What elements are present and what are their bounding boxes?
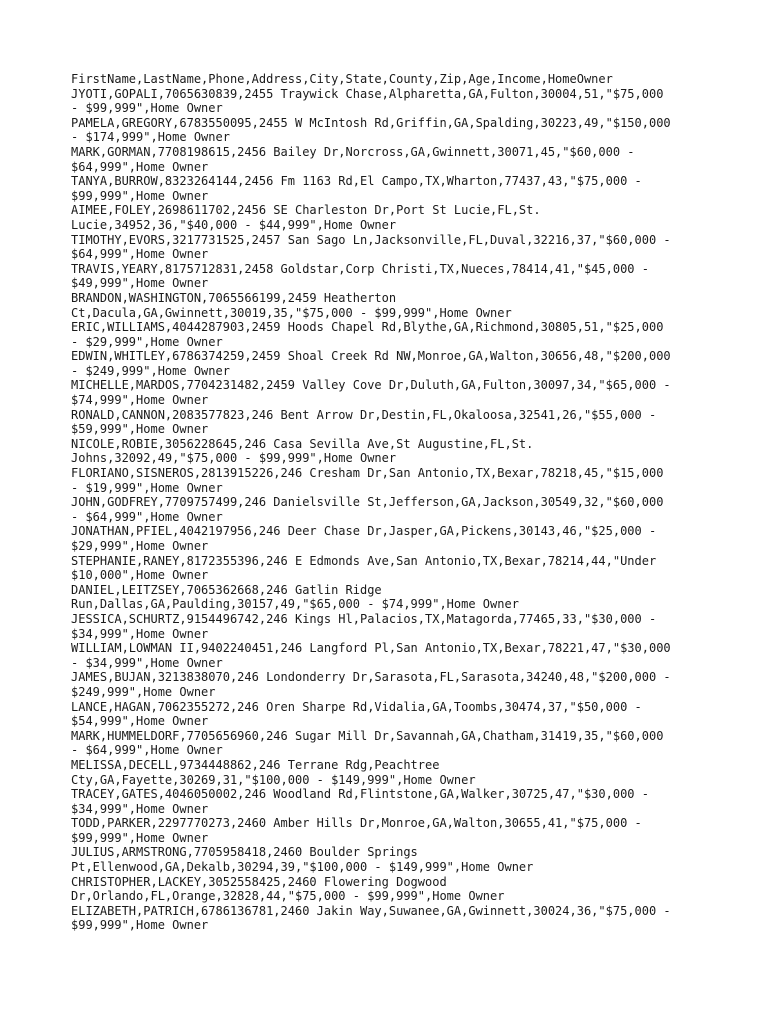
csv-record-line: JYOTI,GOPALI,7065630839,2455 Traywick Chase,Alpharetta,GA,Fulton,30004,51,"$75,000 [71, 86, 664, 101]
csv-record-line: NICOLE,ROBIE,3056228645,246 Casa Sevilla Ave,St Augustine,FL,St. [71, 436, 534, 451]
csv-record-line: TIMOTHY,EVORS,3217731525,2457 San Sago Ln,Jacksonville,FL,Duval,32216,37,"$60,000 - [71, 232, 671, 247]
csv-record-line: PAMELA,GREGORY,6783550095,2455 W McIntosh Rd,Griffin,GA,Spalding,30223,49,"$150,000 [71, 115, 671, 130]
csv-record-line: $99,999",Home Owner [71, 188, 209, 203]
csv-record-line: MICHELLE,MARDOS,7704231482,2459 Valley Cove Dr,Duluth,GA,Fulton,30097,34,"$65,000 - [71, 378, 671, 393]
csv-record-line: - $64,999",Home Owner [71, 743, 223, 758]
csv-record-line: $49,999",Home Owner [71, 276, 209, 291]
csv-record-line: - $249,999",Home Owner [71, 363, 230, 378]
csv-record-line: ERIC,WILLIAMS,4044287903,2459 Hoods Chapel Rd,Blythe,GA,Richmond,30805,51,"$25,000 [71, 320, 664, 335]
csv-record-line: RONALD,CANNON,2083577823,246 Bent Arrow Dr,Destin,FL,Okaloosa,32541,26,"$55,000 - [71, 407, 657, 422]
csv-record-line: TANYA,BURROW,8323264144,2456 Fm 1163 Rd,El Campo,TX,Wharton,77437,43,"$75,000 - [71, 174, 642, 189]
csv-record-line: $10,000",Home Owner [71, 568, 209, 583]
csv-record-line: TODD,PARKER,2297770273,2460 Amber Hills Dr,Monroe,GA,Walton,30655,41,"$75,000 - [71, 816, 642, 831]
csv-record-line: BRANDON,WASHINGTON,7065566199,2459 Heatherton [71, 290, 397, 305]
csv-record-line: LANCE,HAGAN,7062355272,246 Oren Sharpe Rd,Vidalia,GA,Toombs,30474,37,"$50,000 - [71, 699, 642, 714]
csv-record-line: CHRISTOPHER,LACKEY,3052558425,2460 Flowering Dogwood [71, 874, 447, 889]
csv-record-line: TRACEY,GATES,4046050002,246 Woodland Rd,Flintstone,GA,Walker,30725,47,"$30,000 - [71, 787, 649, 802]
csv-record-line: MARK,GORMAN,7708198615,2456 Bailey Dr,Norcross,GA,Gwinnett,30071,45,"$60,000 - [71, 144, 635, 159]
csv-record-line: MELISSA,DECELL,9734448862,246 Terrane Rdg,Peachtree [71, 757, 440, 772]
csv-record-line: $54,999",Home Owner [71, 714, 209, 729]
document-page [71, 72, 711, 933]
csv-record-line: - $174,999",Home Owner [71, 130, 230, 145]
csv-record-line: $59,999",Home Owner [71, 422, 209, 437]
csv-record-line: $249,999",Home Owner [71, 684, 216, 699]
csv-record-line: AIMEE,FOLEY,2698611702,2456 SE Charleston Dr,Port St Lucie,FL,St. [71, 203, 541, 218]
csv-record-line: Lucie,34952,36,"$40,000 - $44,999",Home Owner [71, 217, 397, 232]
csv-header-line: FirstName,LastName,Phone,Address,City,State,County,Zip,Age,Income,HomeOwner [71, 72, 613, 86]
csv-record-line: $64,999",Home Owner [71, 159, 209, 174]
csv-record-line: Pt,Ellenwood,GA,Dekalb,30294,39,"$100,000 - $149,999",Home Owner [71, 860, 534, 875]
csv-record-line: $99,999",Home Owner [71, 918, 209, 933]
csv-record-line: $74,999",Home Owner [71, 393, 209, 408]
csv-record-line: Run,Dallas,GA,Paulding,30157,49,"$65,000 - $74,999",Home Owner [71, 597, 519, 612]
csv-record-line: - $19,999",Home Owner [71, 480, 223, 495]
csv-record-line: JOHN,GODFREY,7709757499,246 Danielsville St,Jefferson,GA,Jackson,30549,32,"$60,000 [71, 495, 664, 510]
csv-record-line: TRAVIS,YEARY,8175712831,2458 Goldstar,Corp Christi,TX,Nueces,78414,41,"$45,000 - [71, 261, 649, 276]
csv-record-line: - $34,999",Home Owner [71, 655, 223, 670]
csv-record-line: $34,999",Home Owner [71, 626, 209, 641]
csv-record-line: JONATHAN,PFIEL,4042197956,246 Deer Chase Dr,Jasper,GA,Pickens,30143,46,"$25,000 - [71, 524, 657, 539]
csv-record-line: Johns,32092,49,"$75,000 - $99,999",Home Owner [71, 451, 397, 466]
csv-record-line: Dr,Orlando,FL,Orange,32828,44,"$75,000 - $99,999",Home Owner [71, 889, 505, 904]
csv-record-line: $29,999",Home Owner [71, 539, 209, 553]
csv-record-line: STEPHANIE,RANEY,8172355396,246 E Edmonds Ave,San Antonio,TX,Bexar,78214,44,"Under [71, 553, 657, 568]
csv-record-line: $99,999",Home Owner [71, 830, 209, 845]
csv-record-line: - $64,999",Home Owner [71, 509, 223, 524]
csv-record-line: JULIUS,ARMSTRONG,7705958418,2460 Boulder Springs [71, 845, 418, 860]
csv-record-line: ELIZABETH,PATRICH,6786136781,2460 Jakin Way,Suwanee,GA,Gwinnett,30024,36,"$75,000 - [71, 903, 671, 918]
csv-record-line: WILLIAM,LOWMAN II,9402240451,246 Langford Pl,San Antonio,TX,Bexar,78221,47,"$30,000 [71, 641, 671, 656]
csv-record-line: DANIEL,LEITZSEY,7065362668,246 Gatlin Ridge [71, 582, 382, 597]
csv-record-line: EDWIN,WHITLEY,6786374259,2459 Shoal Creek Rd NW,Monroe,GA,Walton,30656,48,"$200,000 [71, 349, 671, 364]
csv-record-line: MARK,HUMMELDORF,7705656960,246 Sugar Mill Dr,Savannah,GA,Chatham,31419,35,"$60,000 [71, 728, 664, 743]
csv-record-line: $64,999",Home Owner [71, 247, 209, 262]
csv-record-line: Cty,GA,Fayette,30269,31,"$100,000 - $149,999",Home Owner [71, 772, 476, 787]
csv-record-line: JESSICA,SCHURTZ,9154496742,246 Kings Hl,Palacios,TX,Matagorda,77465,33,"$30,000 - [71, 611, 657, 626]
csv-record-line: Ct,Dacula,GA,Gwinnett,30019,35,"$75,000 - $99,999",Home Owner [71, 305, 512, 320]
csv-record-line: JAMES,BUJAN,3213838070,246 Londonderry Dr,Sarasota,FL,Sarasota,34240,48,"$200,000 - [71, 670, 671, 685]
csv-record-line: FLORIANO,SISNEROS,2813915226,246 Cresham Dr,San Antonio,TX,Bexar,78218,45,"$15,000 [71, 466, 664, 481]
csv-record-line: $34,999",Home Owner [71, 801, 209, 816]
csv-record-line: - $29,999",Home Owner [71, 334, 223, 349]
csv-record-line: - $99,999",Home Owner [71, 101, 223, 116]
